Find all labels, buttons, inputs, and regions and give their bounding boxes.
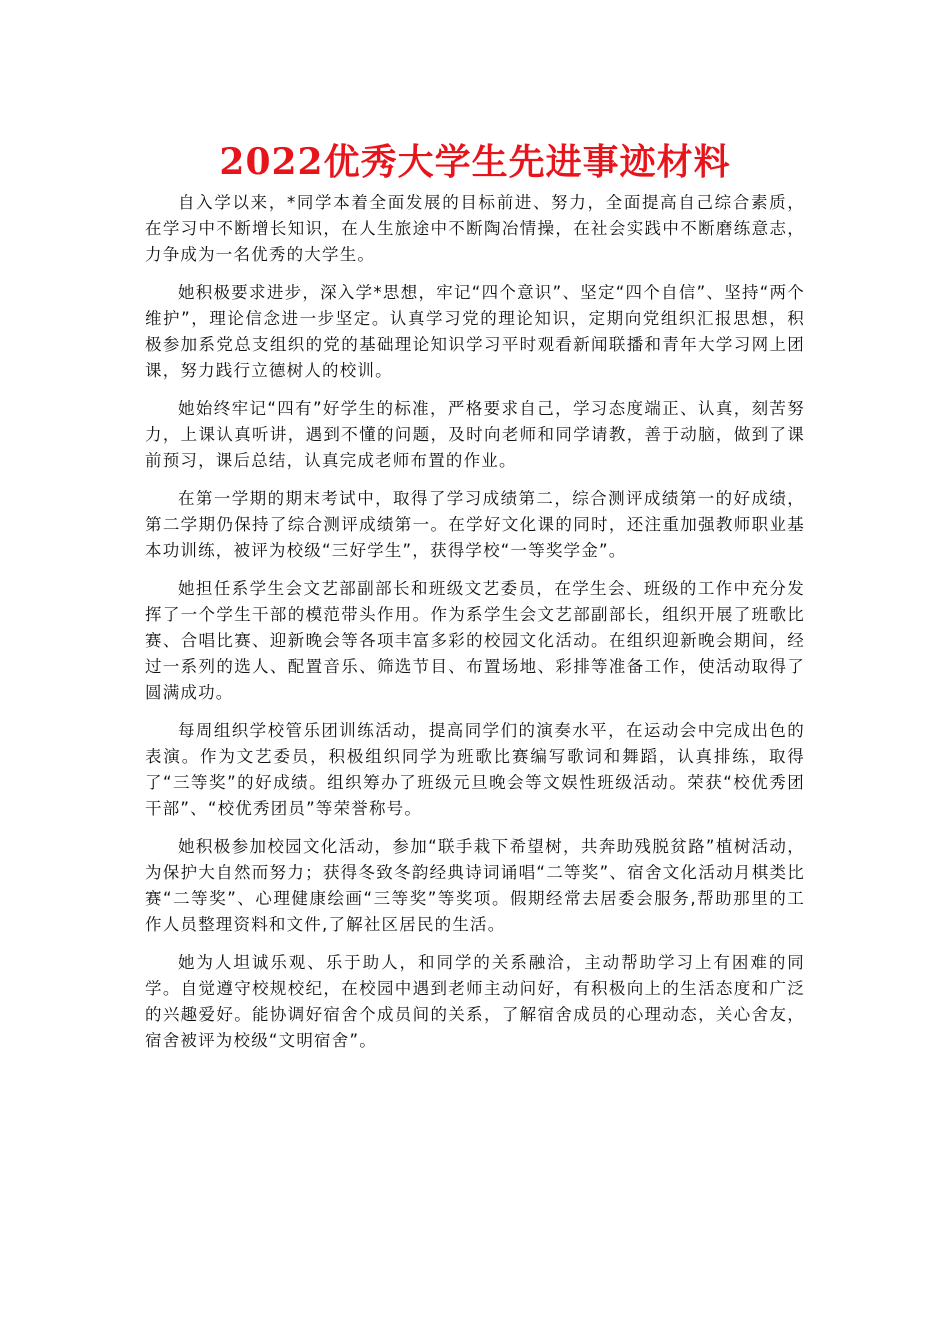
paragraph-8: 她为人坦诚乐观、乐于助人，和同学的关系融洽，主动帮助学习上有困难的同学。自觉遵守校规校纪，在校园中遇到老师主动问好，有积极向上的生活态度和广泛的兴趣爱好。能协调好宿舍个成员间的关系，了解宿舍成员的心理动态，关心舍友，宿舍被评为校级“文明宿舍”。 bbox=[145, 953, 805, 1050]
paragraph-2: 她积极要求进步，深入学*思想，牢记“四个意识”、坚定“四个自信”、坚持“两个维护”，理论信念进一步坚定。认真学习党的理论知识，定期向党组织汇报思想，积极参加系党总支组织的党的基础理论知识学习平时观看新闻联播和青年大学习网上团课，努力践行立德树人的校训。 bbox=[145, 283, 805, 380]
paragraph-6: 每周组织学校管乐团训练活动，提高同学们的演奏水平，在运动会中完成出色的表演。作为文艺委员，积极组织同学为班歌比赛编写歌词和舞蹈，认真排练，取得了“三等奖”的好成绩。组织筹办了班级元旦晚会等文娱性班级活动。荣获“校优秀团干部”、“校优秀团员”等荣誉称号。 bbox=[145, 721, 805, 818]
paragraph-4: 在第一学期的期末考试中，取得了学习成绩第二，综合测评成绩第一的好成绩，第二学期仍保持了综合测评成绩第一。在学好文化课的同时，还注重加强教师职业基本功训练，被评为校级“三好学生”，获得学校“一等奖学金”。 bbox=[145, 489, 805, 560]
document-body bbox=[145, 190, 805, 1066]
paragraph-5: 她担任系学生会文艺部副部长和班级文艺委员，在学生会、班级的工作中充分发挥了一个学生干部的模范带头作用。作为系学生会文艺部副部长，组织开展了班歌比赛、合唱比赛、迎新晚会等各项丰富多彩的校园文化活动。在组织迎新晚会期间，经过一系列的选人、配置音乐、筛选节目、布置场地、彩排等准备工作，使活动取得了圆满成功。 bbox=[145, 579, 805, 702]
document-title: 2022优秀大学生先进事迹材料 bbox=[219, 141, 731, 183]
paragraph-3: 她始终牢记“四有”好学生的标准，严格要求自己，学习态度端正、认真，刻苦努力，上课认真听讲，遇到不懂的问题，及时向老师和同学请教，善于动脑，做到了课前预习，课后总结，认真完成老师布置的作业。 bbox=[145, 399, 805, 470]
paragraph-1: 自入学以来，*同学本着全面发展的目标前进、努力，全面提高自己综合素质，在学习中不断增长知识，在人生旅途中不断陶冶情操，在社会实践中不断磨练意志，力争成为一名优秀的大学生。 bbox=[145, 193, 805, 264]
paragraph-7: 她积极参加校园文化活动，参加“联手栽下希望树，共奔助残脱贫路”植树活动，为保护大自然而努力；获得冬致冬韵经典诗词诵唱“二等奖”、宿舍文化活动月棋类比赛“二等奖”、心理健康绘画“三等奖”等奖项。假期经常去居委会服务,帮助那里的工作人员整理资料和文件,了解社区居民的生活。 bbox=[145, 837, 805, 934]
